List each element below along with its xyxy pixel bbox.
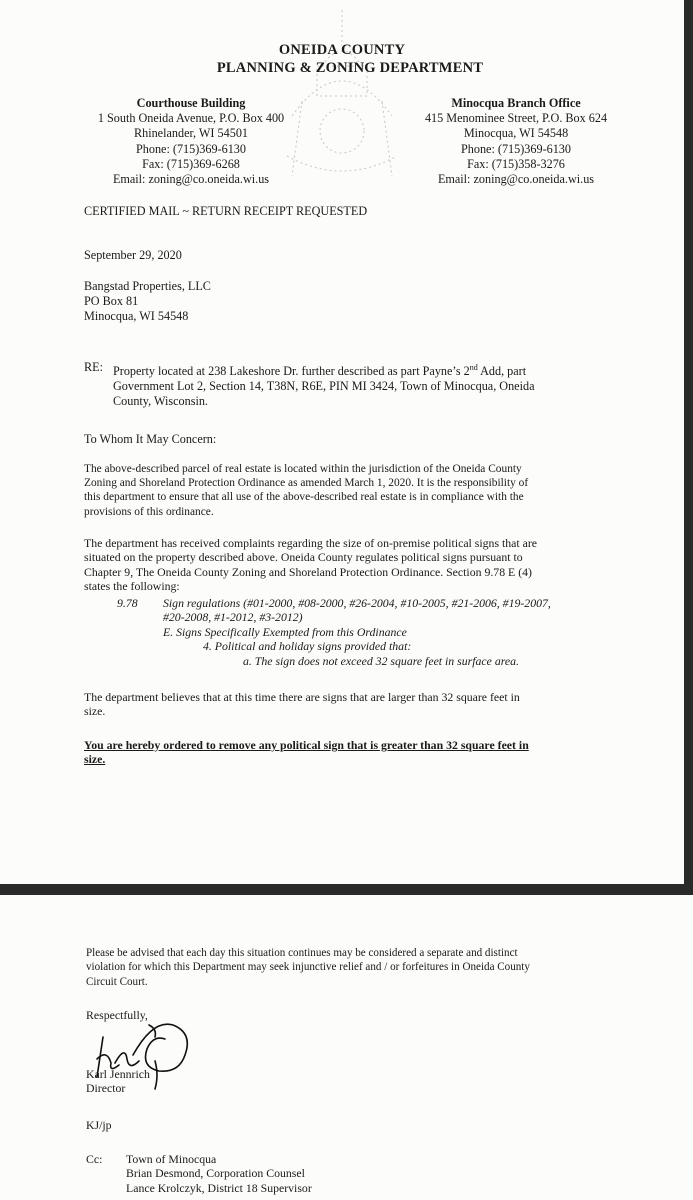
letter-date: September 29, 2020 bbox=[84, 248, 182, 262]
recipient-po-box: PO Box 81 bbox=[84, 294, 139, 309]
courthouse-address-block bbox=[80, 96, 302, 187]
minocqua-address-block bbox=[408, 96, 624, 187]
ordinance-item-a: a. The sign does not exceed 32 square feet in surface area. bbox=[243, 654, 519, 668]
courthouse-email: Email: zoning@co.oneida.wi.us bbox=[112, 172, 270, 187]
paragraph-1: The above-described parcel of real estate is located within the jurisdiction of the Oneida County Zoning and Shoreland Protection Ordinance as amended March 1, 2020. It is the responsibility of this department to ensure that all use of the above-described real estate is in compliance with the provisions of this ordinance. bbox=[84, 463, 529, 518]
certified-mail-notice: CERTIFIED MAIL ~ RETURN RECEIPT REQUESTED bbox=[84, 204, 368, 218]
cc-list bbox=[126, 1152, 312, 1195]
advisement-paragraph: Please be advised that each day this situation continues may be considered a separate and distinct violation for which this Department may seek injunctive relief and / or forfeitures in Oneida County Circuit Court. bbox=[86, 947, 530, 988]
signer-title: Director bbox=[86, 1081, 126, 1096]
salutation: To Whom It May Concern: bbox=[84, 432, 217, 446]
courthouse-title: Courthouse Building bbox=[136, 96, 246, 110]
minocqua-email: Email: zoning@co.oneida.wi.us bbox=[437, 172, 595, 187]
ordinance-quote: Sign regulations (#01-2000, #08-2000, #26-2004, #10-2005, #21-2006, #19-2007, #20-2008, #1-2012, #3-2012) E. Signs Specifically Exempted from this Ordinance bbox=[163, 596, 551, 639]
ordinance-item-4: 4. Political and holiday signs provided that: bbox=[203, 639, 412, 653]
paragraph-3: The department believes that at this time there are signs that are larger than 32 square feet in size. bbox=[84, 690, 520, 719]
recipient-address bbox=[84, 279, 211, 325]
minocqua-city: Minocqua, WI 54548 bbox=[463, 126, 569, 141]
minocqua-street: 415 Menominee Street, P.O. Box 624 bbox=[424, 111, 608, 126]
courthouse-city: Rhinelander, WI 54501 bbox=[133, 126, 249, 141]
re-line-3: County, Wisconsin. bbox=[113, 394, 208, 409]
removal-order: You are hereby ordered to remove any political sign that is greater than 32 square feet in size. bbox=[84, 738, 529, 767]
courthouse-phone: Phone: (715)369-6130 bbox=[135, 141, 246, 156]
handwritten-signature bbox=[93, 1015, 203, 1093]
re-subject bbox=[113, 360, 535, 410]
signer-name: Karl Jennrich bbox=[86, 1067, 150, 1081]
minocqua-title: Minocqua Branch Office bbox=[451, 96, 581, 110]
ordinance-section-number: 9.78 bbox=[117, 596, 138, 610]
courthouse-street: 1 South Oneida Avenue, P.O. Box 400 bbox=[97, 111, 285, 126]
cc-item: Lance Krolczyk, District 18 Supervisor bbox=[126, 1180, 312, 1195]
cc-item: Town of Minocqua bbox=[126, 1152, 217, 1166]
department-heading: PLANNING & ZONING DEPARTMENT bbox=[216, 60, 484, 76]
minocqua-fax: Fax: (715)358-3276 bbox=[467, 156, 565, 171]
cc-item: Brian Desmond, Corporation Counsel bbox=[126, 1166, 305, 1181]
initials: KJ/jp bbox=[86, 1118, 112, 1132]
courthouse-fax: Fax: (715)369-6268 bbox=[142, 156, 240, 171]
re-line-1: Property located at 238 Lakeshore Dr. further described as part Payne’s 2nd Add, part bbox=[113, 363, 527, 379]
recipient-city: Minocqua, WI 54548 bbox=[84, 309, 189, 324]
paragraph-2: The department has received complaints regarding the size of on-premise political signs that are situated on the property described above. Oneida County regulates political signs pursuant to Chapter 9, The Oneida County Zoning and Shoreland Protection Ordinance. Section 9.78 E (4) states the following: bbox=[84, 536, 538, 594]
cc-label: Cc: bbox=[86, 1152, 103, 1166]
re-label: RE: bbox=[84, 360, 103, 374]
minocqua-phone: Phone: (715)369-6130 bbox=[460, 141, 571, 156]
county-heading: ONEIDA COUNTY bbox=[278, 42, 406, 58]
re-line-2: Government Lot 2, Section 14, T38N, R6E, PIN MI 3424, Town of Minocqua, Oneida bbox=[113, 379, 535, 394]
closing: Respectfully, bbox=[86, 1008, 148, 1022]
recipient-name: Bangstad Properties, LLC bbox=[84, 279, 211, 293]
